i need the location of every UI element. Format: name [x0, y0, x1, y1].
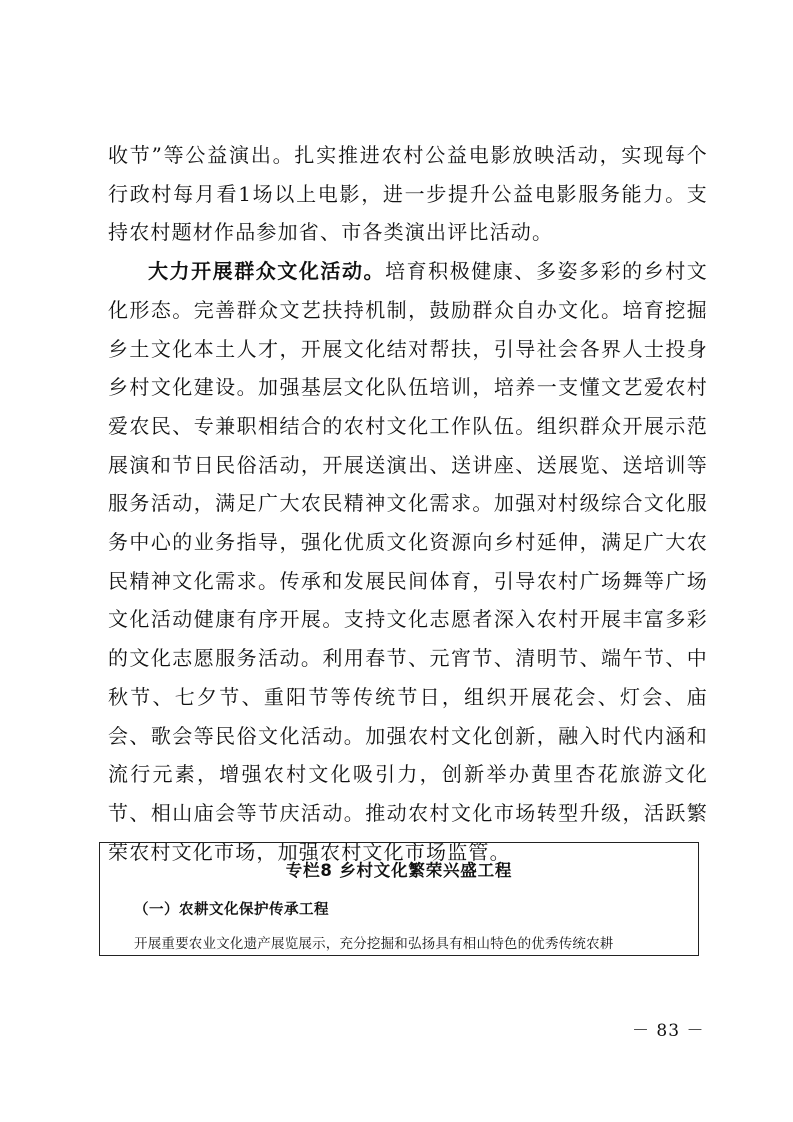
- column-box-title: 专栏8 乡村文化繁荣兴盛工程: [285, 861, 513, 880]
- paragraph-mass-culture: [108, 252, 708, 871]
- body-text: [108, 136, 708, 871]
- paragraph-2-lead-heading: 大力开展群众文化活动。: [148, 259, 386, 284]
- column-box-text: 开展重要农业文化遗产展览展示，充分挖掘和弘扬具有相山特色的优秀传统农耕: [134, 936, 614, 952]
- page-number: － 83 －: [632, 1021, 705, 1041]
- column-box-subtitle: （一）农耕文化保护传承工程: [134, 902, 329, 918]
- paragraph-1-text: 收节”等公益演出。扎实推进农村公益电影放映活动，实现每个行政村每月看1场以上电影，进一步提升公益电影服务能力。支持农村题材作品参加省、市各类演出评比活动。: [108, 143, 708, 245]
- paragraph-2-text: 培育积极健康、多姿多彩的乡村文化形态。完善群众文艺扶持机制，鼓励群众自办文化。培育挖掘乡土文化本土人才，开展文化结对帮扶，引导社会各界人士投身乡村文化建设。加强基层文化队伍培训，培养一支懂文艺爱农村爱农民、专兼职相结合的农村文化工作队伍。组织群众开展示范展演和节日民俗活动，开展送演出、送讲座、送展览、送培训等服务活动，满足广大农民精神文化需求。加强对村级综合文化服务中心的业务指导，强化优质文化资源向乡村延伸，满足广大农民精神文化需求。传承和发展民间体育，引导农村广场舞等广场文化活动健康有序开展。支持文化志愿者深入农村开展丰富多彩的文化志愿服务活动。利用春节、元宵节、清明节、端午节、中秋节、七夕节、重阳节等传统节日，组织开展花会、灯会、庙会、歌会等民俗文化活动。加强农村文化创新，融入时代内涵和流行元素，增强农村文化吸引力，创新举办黄里杏花旅游文化节、相山庙会等节庆活动。推动农村文化市场转型升级，活跃繁荣农村文化市场，加强农村文化市场监管。: [108, 259, 709, 864]
- column-box: [99, 842, 699, 956]
- paragraph-continuation: [108, 136, 708, 252]
